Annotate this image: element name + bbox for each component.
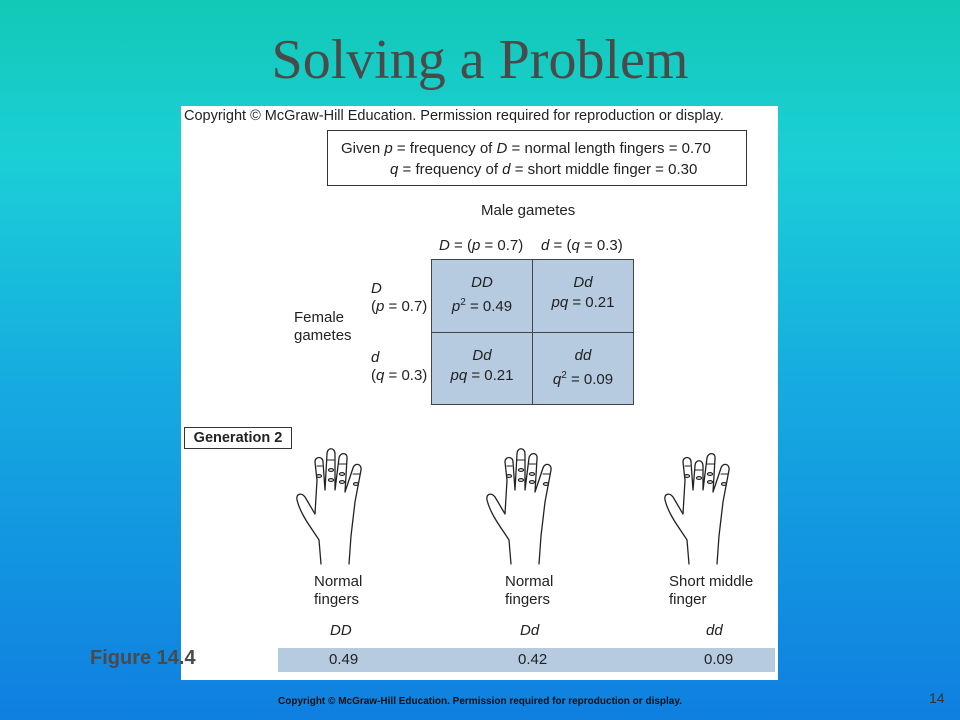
normal-hand-icon [481, 444, 577, 566]
genotype-2: Dd [520, 622, 540, 639]
normal-hand-icon [291, 444, 387, 566]
female-allele-D: D (p = 0.7) [371, 280, 428, 315]
frequency-1: 0.49 [329, 651, 359, 668]
given-line-2: q = frequency of d = short middle finger = 0.30 [390, 161, 698, 178]
slide-title: Solving a Problem [271, 29, 689, 91]
genotype-3: dd [706, 622, 723, 639]
genotype-1: DD [330, 622, 352, 639]
given-line-1: Given p = frequency of D = normal length fingers = 0.70 [341, 140, 711, 157]
male-allele-D: D = (p = 0.7) [439, 237, 524, 254]
phenotype-2: Normal fingers [505, 573, 554, 608]
footer-copyright: Copyright © McGraw-Hill Education. Permission required for reproduction or display. [278, 696, 682, 707]
male-gametes-label: Male gametes [481, 202, 576, 219]
punnett-square [431, 259, 634, 405]
figure-label: Figure 14.4 [90, 647, 196, 669]
short-finger-hand-icon [659, 444, 755, 566]
phenotype-1: Normal fingers [314, 573, 363, 608]
figure-panel [181, 106, 778, 680]
male-allele-d: d = (q = 0.3) [541, 237, 623, 254]
given-box [327, 130, 747, 186]
female-gametes-label: Female gametes [294, 309, 352, 344]
punnett-cell-DD: DD $p^2 = 0.49$ [451, 274, 513, 315]
slide-number: 14 [929, 690, 945, 706]
punnett-cell-Dd-bottom: Dd pq = 0.21 [450, 347, 514, 384]
generation-label: Generation 2 [184, 427, 292, 449]
frequency-2: 0.42 [518, 651, 548, 668]
punnett-cell-dd: dd $q^2 = 0.09$ [552, 347, 614, 388]
frequency-3: 0.09 [704, 651, 734, 668]
punnett-cell-Dd-top: Dd pq = 0.21 [551, 274, 615, 311]
phenotype-3: Short middle finger [669, 573, 754, 608]
figure-copyright: Copyright © McGraw-Hill Education. Permission required for reproduction or display. [184, 108, 724, 124]
female-allele-d: d (q = 0.3) [371, 349, 428, 384]
